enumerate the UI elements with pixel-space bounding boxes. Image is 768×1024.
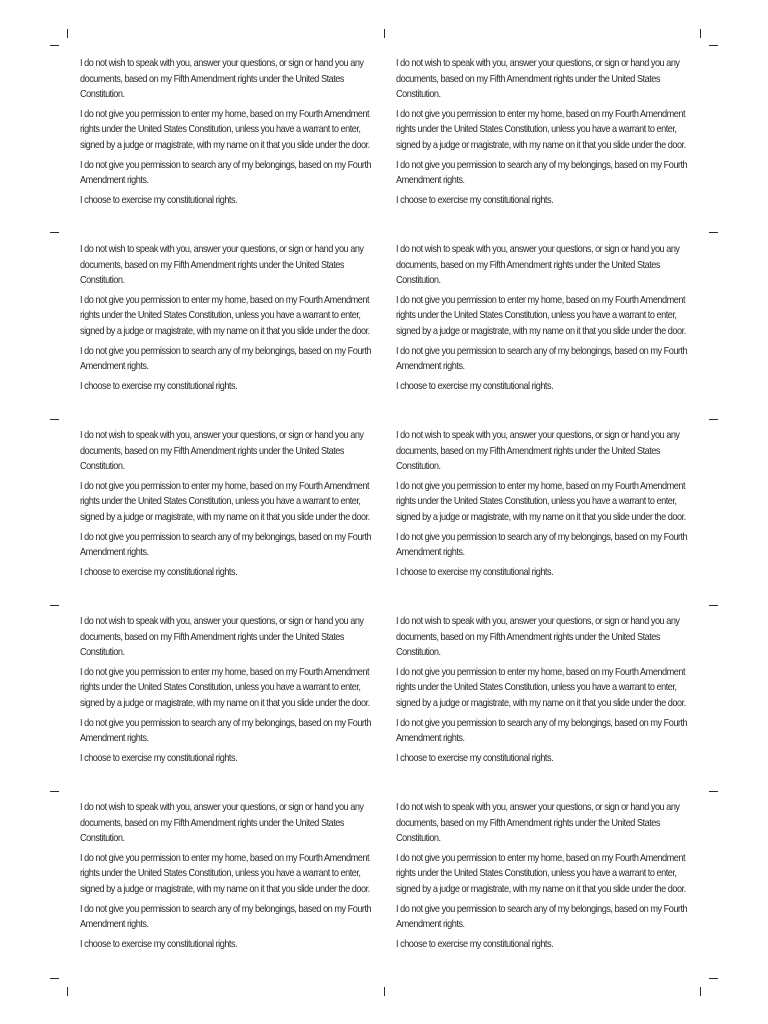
fifth-amendment-statement: I do not wish to speak with you, answer your questions, or sign or hand you any documents, based on my Fifth Amendment rights under the United States Constitution. — [80, 802, 364, 845]
home-entry-statement: I do not give you permission to enter my home, based on my Fourth Amendment rights under the United States Constitution, unless you have a warrant to enter, signed by a judge or magistrate, with my name on it that you slide under the door. — [80, 852, 370, 895]
search-statement: I do not give you permission to search any of my belongings, based on my Fourth Amendment rights. — [396, 531, 688, 559]
crop-mark — [700, 29, 701, 38]
rights-card — [80, 428, 380, 580]
search-statement: I do not give you permission to search any of my belongings, based on my Fourth Amendment rights. — [80, 345, 372, 373]
search-statement: I do not give you permission to search any of my belongings, based on my Fourth Amendment rights. — [80, 903, 372, 931]
search-statement: I do not give you permission to search any of my belongings, based on my Fourth Amendment rights. — [80, 159, 372, 187]
crop-mark — [67, 987, 68, 996]
crop-mark — [50, 605, 59, 606]
closing-statement: I choose to exercise my constitutional rights. — [80, 380, 238, 392]
crop-mark — [50, 419, 59, 420]
home-entry-statement: I do not give you permission to enter my home, based on my Fourth Amendment rights under the United States Constitution, unless you have a warrant to enter, signed by a judge or magistrate, with my name on it that you slide under the door. — [396, 480, 686, 523]
crop-mark — [709, 978, 718, 979]
search-statement: I do not give you permission to search any of my belongings, based on my Fourth Amendment rights. — [396, 345, 688, 373]
home-entry-statement: I do not give you permission to enter my home, based on my Fourth Amendment rights under the United States Constitution, unless you have a warrant to enter, signed by a judge or magistrate, with my name on it that you slide under the door. — [80, 480, 370, 523]
closing-statement: I choose to exercise my constitutional rights. — [80, 938, 238, 950]
fifth-amendment-statement: I do not wish to speak with you, answer your questions, or sign or hand you any documents, based on my Fifth Amendment rights under the United States Constitution. — [396, 244, 680, 287]
crop-mark — [50, 232, 59, 233]
rights-card — [80, 242, 380, 394]
crop-mark — [709, 605, 718, 606]
home-entry-statement: I do not give you permission to enter my home, based on my Fourth Amendment rights under the United States Constitution, unless you have a warrant to enter, signed by a judge or magistrate, with my name on it that you slide under the door. — [80, 108, 370, 151]
home-entry-statement: I do not give you permission to enter my home, based on my Fourth Amendment rights under the United States Constitution, unless you have a warrant to enter, signed by a judge or magistrate, with my name on it that you slide under the door. — [396, 108, 686, 151]
crop-mark — [709, 791, 718, 792]
rights-card — [396, 800, 696, 952]
closing-statement: I choose to exercise my constitutional rights. — [80, 194, 238, 206]
home-entry-statement: I do not give you permission to enter my home, based on my Fourth Amendment rights under the United States Constitution, unless you have a warrant to enter, signed by a judge or magistrate, with my name on it that you slide under the door. — [396, 666, 686, 709]
crop-mark — [50, 45, 59, 46]
search-statement: I do not give you permission to search any of my belongings, based on my Fourth Amendment rights. — [396, 717, 688, 745]
fifth-amendment-statement: I do not wish to speak with you, answer your questions, or sign or hand you any documents, based on my Fifth Amendment rights under the United States Constitution. — [80, 430, 364, 473]
closing-statement: I choose to exercise my constitutional rights. — [396, 938, 554, 950]
fifth-amendment-statement: I do not wish to speak with you, answer your questions, or sign or hand you any documents, based on my Fifth Amendment rights under the United States Constitution. — [396, 58, 680, 101]
home-entry-statement: I do not give you permission to enter my home, based on my Fourth Amendment rights under the United States Constitution, unless you have a warrant to enter, signed by a judge or magistrate, with my name on it that you slide under the door. — [80, 666, 370, 709]
crop-mark — [50, 791, 59, 792]
crop-mark — [709, 232, 718, 233]
fifth-amendment-statement: I do not wish to speak with you, answer your questions, or sign or hand you any documents, based on my Fifth Amendment rights under the United States Constitution. — [80, 58, 364, 101]
search-statement: I do not give you permission to search any of my belongings, based on my Fourth Amendment rights. — [80, 717, 372, 745]
closing-statement: I choose to exercise my constitutional rights. — [80, 566, 238, 578]
crop-mark — [709, 419, 718, 420]
fifth-amendment-statement: I do not wish to speak with you, answer your questions, or sign or hand you any documents, based on my Fifth Amendment rights under the United States Constitution. — [396, 802, 680, 845]
crop-mark — [384, 29, 385, 38]
rights-card — [80, 614, 380, 766]
fifth-amendment-statement: I do not wish to speak with you, answer your questions, or sign or hand you any documents, based on my Fifth Amendment rights under the United States Constitution. — [80, 616, 364, 659]
home-entry-statement: I do not give you permission to enter my home, based on my Fourth Amendment rights under the United States Constitution, unless you have a warrant to enter, signed by a judge or magistrate, with my name on it that you slide under the door. — [396, 852, 686, 895]
search-statement: I do not give you permission to search any of my belongings, based on my Fourth Amendment rights. — [396, 159, 688, 187]
crop-mark — [700, 987, 701, 996]
home-entry-statement: I do not give you permission to enter my home, based on my Fourth Amendment rights under the United States Constitution, unless you have a warrant to enter, signed by a judge or magistrate, with my name on it that you slide under the door. — [80, 294, 370, 337]
rights-card — [396, 428, 696, 580]
crop-mark — [384, 987, 385, 996]
closing-statement: I choose to exercise my constitutional rights. — [396, 752, 554, 764]
rights-card — [80, 56, 380, 208]
rights-card — [396, 614, 696, 766]
closing-statement: I choose to exercise my constitutional rights. — [396, 194, 554, 206]
rights-card — [396, 242, 696, 394]
rights-card — [80, 800, 380, 952]
crop-mark — [709, 45, 718, 46]
crop-mark — [67, 29, 68, 38]
fifth-amendment-statement: I do not wish to speak with you, answer your questions, or sign or hand you any documents, based on my Fifth Amendment rights under the United States Constitution. — [80, 244, 364, 287]
rights-card — [396, 56, 696, 208]
search-statement: I do not give you permission to search any of my belongings, based on my Fourth Amendment rights. — [396, 903, 688, 931]
closing-statement: I choose to exercise my constitutional rights. — [80, 752, 238, 764]
search-statement: I do not give you permission to search any of my belongings, based on my Fourth Amendment rights. — [80, 531, 372, 559]
closing-statement: I choose to exercise my constitutional rights. — [396, 380, 554, 392]
fifth-amendment-statement: I do not wish to speak with you, answer your questions, or sign or hand you any documents, based on my Fifth Amendment rights under the United States Constitution. — [396, 430, 680, 473]
closing-statement: I choose to exercise my constitutional rights. — [396, 566, 554, 578]
crop-mark — [50, 978, 59, 979]
fifth-amendment-statement: I do not wish to speak with you, answer your questions, or sign or hand you any documents, based on my Fifth Amendment rights under the United States Constitution. — [396, 616, 680, 659]
home-entry-statement: I do not give you permission to enter my home, based on my Fourth Amendment rights under the United States Constitution, unless you have a warrant to enter, signed by a judge or magistrate, with my name on it that you slide under the door. — [396, 294, 686, 337]
